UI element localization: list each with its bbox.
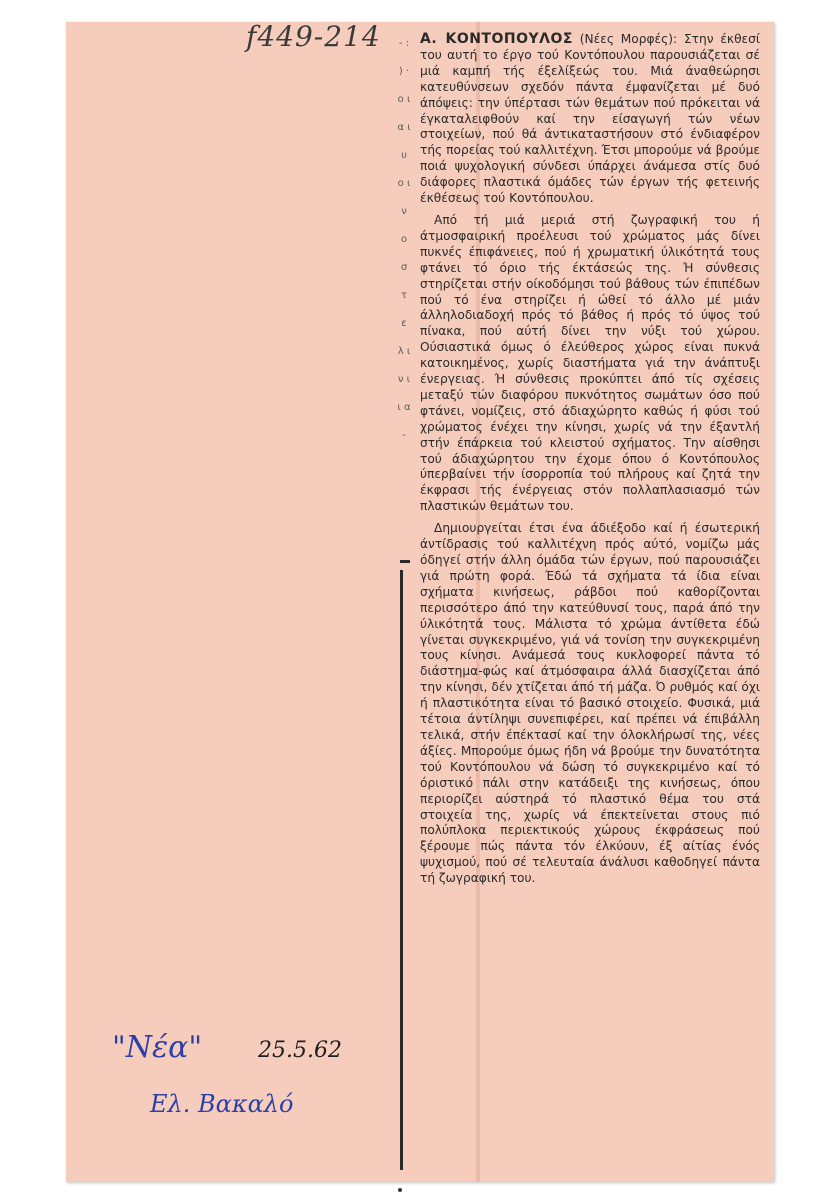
handwritten-author: Ελ. Βακαλό [150, 1090, 294, 1118]
handwritten-date: 25.5.62 [258, 1038, 342, 1063]
article-author: Α. ΚΟΝΤΟΠΟΥΛΟΣ [420, 31, 573, 47]
margin-print-fragments: - : ) · ο ι α ι υ ο ι ν ο σ τ ε λ ι ν ι ι α - [397, 38, 411, 441]
article-venue: (Νέες Μορφές): [579, 32, 678, 46]
article-paragraph-3: Δημιουργείται έτσι ένα άδιέξοδο καί ή έσωτερική άντίδρασις τού καλλιτέχνη πρός αύτό, νομίζω μάς όδηγεί στήν άλλη όμάδα τών έργων, πού παρουσιάζει γιά πρώτη φορά. Έδώ τά σχήματα τά ίδια είναι σχήματα κινήσεως, ράβδοι πού καθορίζονται περισσότερο άπό την κατεύθυνσί τους, παρά άπό την ύλικότητά τους. Μάλιστα τό χρώμα άντίθετα έδώ γίνεται συγκεκριμένο, γιά νά τονίση την συγκεκριμένη τους κίνησι. Ανάμεσά τους κυκλοφορεί πάντα τό διάστημα-φώς καί άτμόσφαιρα άλλά διασχίζεται άπό την κίνησι, δέν χτίζεται άπό τή μάζα. Ό ρυθμός καί όχι ή πλαστικότητα είναι τό βασικό στοιχείο. Φυσικά, μιά τέτοια άντίληψι συνεπιφέρει, καί πρέπει νά έπιβάλλη τελικά, στήν έπέκτασί καί την όλοκλήρωσί της, νέες άξίες. Μπορούμε όμως ήδη νά βρούμε την δυνατότητα τού Κοντόπουλου νά δώση τό συγκεκριμένο καί τό όριστικό πάλι στην κατάδειξι της κινήσεως, όπου περιορίζει αύστηρά τό πλαστικό θέμα του στά στοιχεία της, χωρίς νά έπεκτείνεται στους πιό πολύπλοκα περιεκτικούς χώρους έκφράσεως πού ξέρουμε πώς πάντα τόν έλκύουν, έξ αίτίας ένός ψυχισμού, πού σέ τελευταία άνάλυσι καθοδηγεί πάντα τή ζωγραφική του. [420, 521, 760, 886]
article-paragraph-2: Από τή μιά μεριά στή ζωγραφική του ή άτμοσφαιρική προέλευσι τού χρώματος μάς δίνει πυκνές έπιφάνειες, πού ή χρωματική ύλικότητά τους φτάνει τό όριο τής έκτάσεώς της. Ή σύνθεσις στηρίζεται στήν οίκοδόμησι τού βάθους τών έπιπέδων πού τό ένα στηρίζει ή ώθεί τό άλλο μέ μιάν άλληλοδιαδοχή πρός τό βάθος ή πρός τό ύψος τού πίνακα, πού αύτή δίνει την νύξι τού χώρου. Ούσιαστικά όμως ό έλεύθερος χώρος είναι πυκνά κατοικημένος, χωρίς διαστήματα γιά την άνάπτυξι ένεργειας. Ή σύνθεσις προκύπτει άπό τίς σχέσεις μεταξύ τών διαφόρου πυκνότητος σωμάτων όσο πού φτάνει, νομίζεις, στό άδιαχώρητο καθώς ή φύσι τού χρώματος ένέχει την κίνησι, χωρίς νά την έξαντλή στήν έπάρκεια τού κλειστού σχήματος. Την αίσθησι τού άδιαχώρητου την έχομε όπου ό Κοντόπουλος ύπερβαίνει τήν ίσορροπία τού πλήρους καί ζητά την έκφρασι τής ένέργειας στόν πολλαπλασιασμό τών πλαστικών θεμάτων του. [420, 212, 760, 514]
ink-dot [398, 1188, 402, 1192]
article-paragraph-1 [420, 32, 760, 207]
archive-reference-number: f449-214 [246, 20, 381, 53]
column-rule-cap [400, 560, 410, 563]
article-column [420, 32, 760, 893]
column-rule [400, 570, 403, 1170]
article-text-1: Στην έκθεσί του αυτή το έργο τού Κοντόπουλου παρουσιάζεται σέ μιά καμπή τής έξελίξεώς του. Μιά άναθεώρησι κατευθύνσεων σχεδόν πάντα έμφανίζεται μέ δυό άπόψεις: την ύπέρτασι τών θεμάτων πού πρόκειται νά έγκαταλειφθούν καί την είσαγωγή τών νέων στοιχείων, πού θά άντικαταστήσουν στό ένδιαφέρον τής πορείας τού καλλιτέχνη. Έτσι μπορούμε νά βρούμε ποιά ψυχολογική σύνδεσι ύπάρχει άνάμεσα στίς δυό διάφορες πλαστικά όμάδες τών έργων τής φετεινής έκθέσεως τού Κοντόπουλου. [420, 32, 760, 206]
handwritten-source: "Νέα" [112, 1030, 203, 1065]
